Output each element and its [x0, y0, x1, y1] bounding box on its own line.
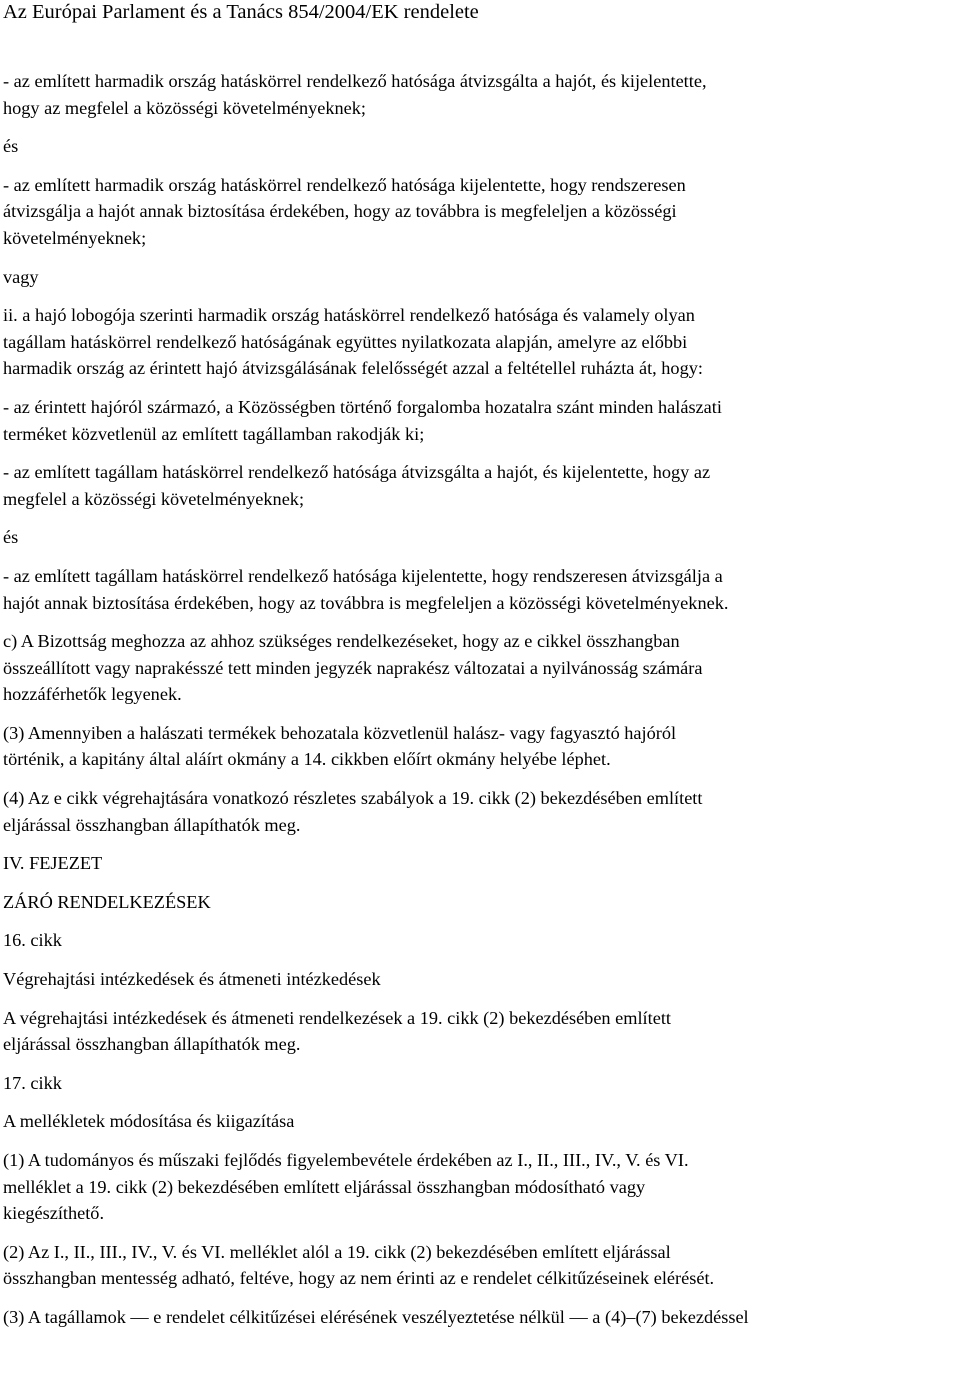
document-title: Az Európai Parlament és a Tanács 854/2004/EK rendelete [3, 1, 479, 23]
paragraph [3, 302, 960, 382]
text-line: - az említett tagállam hatáskörrel rendelkező hatósága átvizsgálta a hajót, és kijelentette, hogy az [3, 462, 711, 483]
paragraph [3, 1304, 960, 1331]
paragraph [3, 628, 960, 708]
text-line: (4) Az e cikk végrehajtására vonatkozó részletes szabályok a 19. cikk (2) bekezdésében említett [3, 788, 703, 809]
paragraph [3, 563, 960, 616]
text-line: és [3, 527, 19, 548]
paragraph [3, 850, 960, 877]
text-line: vagy [3, 266, 39, 287]
text-line: - az érintett hajóról származó, a Közösségben történő forgalomba hozatalra szánt minden halászati [3, 396, 722, 417]
text-line: átvizsgálja a hajót annak biztosítása érdekében, hogy az továbbra is megfeleljen a közösségi [3, 201, 677, 222]
paragraph [3, 966, 960, 993]
text-line: (3) A tagállamok — e rendelet célkitűzései elérésének veszélyeztetése nélkül — a (4)–(7) bekezdéssel [3, 1306, 749, 1327]
paragraph [3, 785, 960, 838]
text-line: - az említett harmadik ország hatáskörrel rendelkező hatósága átvizsgálta a hajót, és kijelentette, [3, 71, 707, 91]
text-line: (3) Amennyiben a halászati termékek behozatala közvetlenül halász- vagy fagyasztó hajóról [3, 722, 677, 743]
text-line: melléklet a 19. cikk (2) bekezdésében említett eljárással összhangban módosítható vagy [3, 1176, 646, 1197]
text-line: megfelel a közösségi követelményeknek; [3, 488, 305, 509]
paragraph [3, 889, 960, 916]
paragraph [3, 1070, 960, 1097]
paragraph [3, 720, 960, 773]
text-line: ZÁRÓ RENDELKEZÉSEK [3, 891, 211, 912]
text-line: A mellékletek módosítása és kiigazítása [3, 1111, 295, 1132]
text-line: tagállam hatáskörrel rendelkező hatóságának együttes nyilatkozata alapján, amelyre az előbbi [3, 331, 688, 352]
paragraph [3, 1005, 960, 1058]
paragraph [3, 172, 960, 252]
paragraph [3, 264, 960, 291]
text-line: IV. FEJEZET [3, 853, 103, 874]
text-line: eljárással összhangban állapíthatók meg. [3, 1034, 301, 1055]
text-line: összhangban mentesség adható, feltéve, hogy az nem érinti az e rendelet célkitűzéseinek elérését. [3, 1268, 715, 1289]
paragraph [3, 1239, 960, 1292]
text-line: történik, a kapitány által aláírt okmány a 14. cikkben előírt okmány helyébe léphet. [3, 749, 611, 770]
paragraph [3, 1147, 960, 1227]
paragraph [3, 68, 960, 121]
text-line: 17. cikk [3, 1072, 62, 1093]
paragraph [3, 133, 960, 160]
text-line: (2) Az I., II., III., IV., V. és VI. melléklet alól a 19. cikk (2) bekezdésében említett eljárással [3, 1241, 671, 1262]
text-line: - az említett harmadik ország hatáskörrel rendelkező hatósága kijelentette, hogy rendszeresen [3, 174, 686, 195]
text-line: harmadik ország az érintett hajó átvizsgálásának felelősségét azzal a feltétellel ruházta át, hogy: [3, 358, 703, 379]
text-line: (1) A tudományos és műszaki fejlődés figyelembevétele érdekében az I., II., III., IV., V. és VI. [3, 1150, 689, 1170]
text-line: Végrehajtási intézkedések és átmeneti intézkedések [3, 969, 381, 990]
paragraph [3, 394, 960, 447]
text-line: terméket közvetlenül az említett tagállamban rakodják ki; [3, 423, 425, 444]
text-line: c) A Bizottság meghozza az ahhoz szükséges rendelkezéseket, hogy az e cikkel összhangban [3, 631, 680, 652]
paragraph [3, 459, 960, 512]
paragraph [3, 1108, 960, 1135]
text-line: A végrehajtási intézkedések és átmeneti rendelkezések a 19. cikk (2) bekezdésében említett [3, 1007, 671, 1028]
text-line: és [3, 136, 19, 157]
text-line: ii. a hajó lobogója szerinti harmadik ország hatáskörrel rendelkező hatósága és valamely olyan [3, 305, 695, 326]
text-line: - az említett tagállam hatáskörrel rendelkező hatósága kijelentette, hogy rendszeresen átvizsgálja a [3, 565, 723, 586]
text-line: hozzáférhetők legyenek. [3, 684, 182, 705]
text-line: hogy az megfelel a közösségi követelményeknek; [3, 97, 366, 118]
text-line: eljárással összhangban állapíthatók meg. [3, 814, 301, 835]
paragraph [3, 524, 960, 551]
text-line: hajót annak biztosítása érdekében, hogy az továbbra is megfeleljen a közösségi követelményeknek. [3, 592, 729, 613]
text-line: követelményeknek; [3, 227, 147, 248]
text-line: összeállított vagy naprakésszé tett minden jegyzék naprakész változatai a nyilvánosság számára [3, 657, 703, 678]
text-line: kiegészíthető. [3, 1203, 105, 1224]
document-body [3, 68, 960, 1343]
paragraph [3, 927, 960, 954]
text-line: 16. cikk [3, 930, 62, 951]
